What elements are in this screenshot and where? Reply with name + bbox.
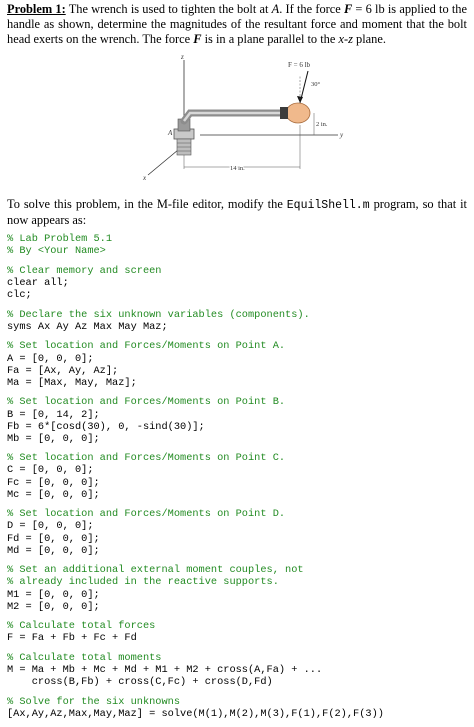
wrench-figure bbox=[130, 55, 350, 185]
code-comment: % Declare the six unknown variables (components). bbox=[7, 308, 310, 321]
code-line bbox=[7, 520, 472, 532]
code-line bbox=[7, 664, 472, 676]
code-blank-line bbox=[7, 257, 472, 265]
code-blank-line bbox=[7, 389, 472, 397]
code-statement: A = [0, 0, 0]; bbox=[7, 352, 94, 365]
code-statement: M1 = [0, 0, 0]; bbox=[7, 588, 100, 601]
code-line bbox=[7, 489, 472, 501]
code-comment: % Set location and Forces/Moments on Point B. bbox=[7, 396, 286, 409]
program-name: EquilShell.m bbox=[286, 199, 370, 212]
code-comment-line bbox=[7, 245, 472, 257]
force-symbol: F bbox=[343, 2, 353, 16]
code-comment: % Set location and Forces/Moments on Point C. bbox=[7, 452, 286, 465]
code-comment: % Set location and Forces/Moments on Point D. bbox=[7, 508, 286, 521]
code-comment: % Lab Problem 5.1 bbox=[7, 233, 113, 245]
code-line bbox=[7, 321, 472, 333]
code-comment-line bbox=[7, 452, 472, 464]
code-comment: % Set an additional external moment couples, not bbox=[7, 564, 304, 577]
code-statement: Fb = 6*[cosd(30), 0, -sind(30)]; bbox=[7, 420, 205, 433]
code-statement: M = Ma + Mb + Mc + Md + M1 + M2 + cross(A,Fa) + ... bbox=[7, 664, 323, 677]
code-line bbox=[7, 601, 472, 613]
code-line bbox=[7, 589, 472, 601]
code-comment: % Solve for the six unknowns bbox=[7, 695, 181, 708]
code-line bbox=[7, 365, 472, 377]
code-comment-line bbox=[7, 508, 472, 520]
code-statement: Fa = [Ax, Ay, Az]; bbox=[7, 364, 119, 377]
code-comment-line bbox=[7, 620, 472, 632]
code-comment-line bbox=[7, 652, 472, 664]
code-statement: B = [0, 14, 2]; bbox=[7, 408, 100, 421]
code-comment-line bbox=[7, 265, 472, 277]
code-line bbox=[7, 433, 472, 445]
code-blank-line bbox=[7, 613, 472, 621]
code-statement: Mc = [0, 0, 0]; bbox=[7, 488, 100, 501]
force-label: F = 6 lb bbox=[288, 61, 311, 69]
handle-end bbox=[280, 107, 288, 119]
problem-text-3: = 6 lb is applied to the handle as shown, determine the magnitudes of the resultant force and moment that the bolt head exerts on the wrench. The force bbox=[7, 2, 467, 46]
problem-text-2: . If the force bbox=[279, 2, 344, 16]
code-statement: Md = [0, 0, 0]; bbox=[7, 544, 100, 557]
code-statement: clear all; bbox=[7, 276, 69, 289]
problem-text-1: The wrench is used to tighten the bolt at bbox=[65, 2, 272, 16]
code-comment: % Calculate total moments bbox=[7, 652, 162, 665]
code-blank-line bbox=[7, 301, 472, 309]
point-a: A bbox=[271, 2, 280, 16]
code-blank-line bbox=[7, 644, 472, 652]
code-statement: D = [0, 0, 0]; bbox=[7, 520, 94, 533]
z-axis-label: z bbox=[181, 55, 184, 61]
code-statement: [Ax,Ay,Az,Max,May,Maz] = solve(M(1),M(2),M(3),F(1),F(2),F(3)) bbox=[7, 708, 384, 721]
code-statement: M2 = [0, 0, 0]; bbox=[7, 600, 100, 613]
code-comment-line bbox=[7, 340, 472, 352]
code-comment: % already included in the reactive supports. bbox=[7, 576, 279, 589]
code-statement: Fc = [0, 0, 0]; bbox=[7, 476, 100, 489]
problem-text-5: plane. bbox=[352, 32, 386, 46]
code-blank-line bbox=[7, 333, 472, 341]
code-statement: Fd = [0, 0, 0]; bbox=[7, 532, 100, 545]
code-line bbox=[7, 708, 472, 720]
instructions bbox=[7, 197, 467, 228]
problem-statement bbox=[7, 2, 467, 47]
code-statement: clc; bbox=[7, 288, 32, 301]
code-comment-line bbox=[7, 233, 472, 245]
hand-grip bbox=[286, 103, 310, 123]
dimension-2in: 2 in. bbox=[316, 121, 328, 128]
code-comment: % Set location and Forces/Moments on Point A. bbox=[7, 340, 286, 353]
code-statement: syms Ax Ay Az Max May Maz; bbox=[7, 320, 168, 333]
plane-label: x-z bbox=[338, 32, 353, 46]
code-comment: % Calculate total forces bbox=[7, 620, 156, 633]
code-line bbox=[7, 377, 472, 389]
code-statement: C = [0, 0, 0]; bbox=[7, 464, 94, 477]
code-listing bbox=[7, 233, 472, 720]
angle-label: 30° bbox=[311, 81, 321, 88]
code-line bbox=[7, 533, 472, 545]
code-comment: % By <Your Name> bbox=[7, 245, 106, 258]
code-comment-line bbox=[7, 576, 472, 588]
problem-text-4: is in a plane parallel to the bbox=[201, 32, 339, 46]
problem-heading: Problem 1: bbox=[7, 2, 66, 16]
code-line bbox=[7, 289, 472, 301]
code-line bbox=[7, 277, 472, 289]
code-statement: Ma = [Max, May, Maz]; bbox=[7, 376, 137, 389]
dimension-14in: 14 in. bbox=[230, 165, 245, 172]
intro-text-1: To solve this problem, in the M-file editor, modify the bbox=[7, 197, 287, 211]
code-line bbox=[7, 421, 472, 433]
code-blank-line bbox=[7, 501, 472, 509]
code-comment: % Clear memory and screen bbox=[7, 264, 162, 277]
code-comment-line bbox=[7, 564, 472, 576]
code-line bbox=[7, 545, 472, 557]
x-axis-label: x bbox=[143, 174, 147, 182]
code-comment-line bbox=[7, 309, 472, 321]
code-blank-line bbox=[7, 445, 472, 453]
code-comment-line bbox=[7, 696, 472, 708]
code-line bbox=[7, 477, 472, 489]
code-comment-line bbox=[7, 396, 472, 408]
code-line bbox=[7, 353, 472, 365]
force-symbol-2: F bbox=[193, 32, 202, 46]
intro-text-2: program, so that it now appears as: bbox=[7, 197, 467, 227]
code-line bbox=[7, 632, 472, 644]
point-a-label: A bbox=[168, 129, 173, 137]
code-blank-line bbox=[7, 557, 472, 565]
code-statement: F = Fa + Fb + Fc + Fd bbox=[7, 632, 137, 645]
code-line bbox=[7, 464, 472, 476]
code-statement: cross(B,Fb) + cross(C,Fc) + cross(D,Fd) bbox=[7, 676, 273, 689]
code-blank-line bbox=[7, 688, 472, 696]
code-line bbox=[7, 409, 472, 421]
y-axis-label: y bbox=[340, 131, 344, 139]
code-statement: Mb = [0, 0, 0]; bbox=[7, 432, 100, 445]
code-line bbox=[7, 676, 472, 688]
